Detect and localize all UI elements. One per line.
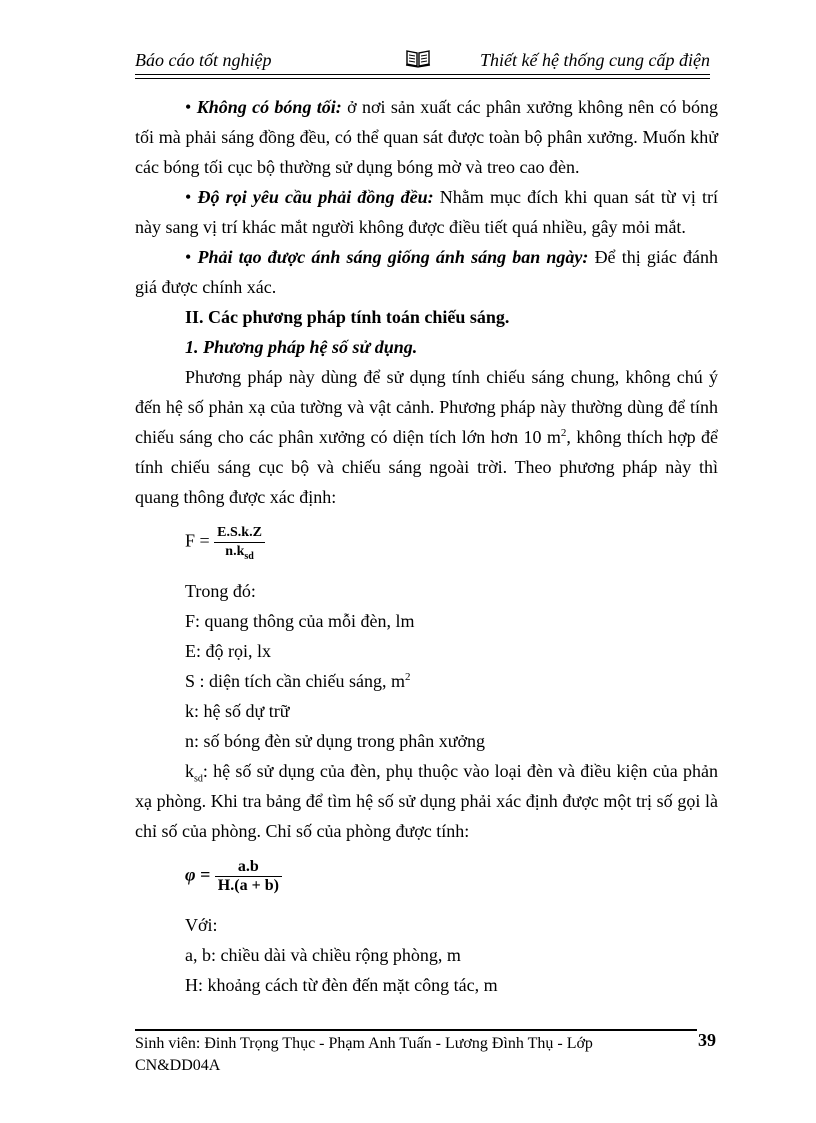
bullet-icon: •	[185, 247, 192, 267]
formula1-numerator: E.S.k.Z	[214, 524, 265, 543]
header-right-title: Thiết kế hệ thống cung cấp điện	[480, 50, 710, 70]
ksd-symbol: k	[185, 761, 194, 781]
intro-paragraph	[135, 362, 718, 512]
formula-luminous-flux	[185, 524, 718, 576]
footer-rule	[135, 1029, 697, 1031]
formula1-lhs: F =	[185, 530, 210, 551]
open-book-icon	[405, 48, 431, 68]
page-body	[135, 92, 718, 1000]
bullet-icon: •	[185, 97, 192, 117]
def-s-sup: 2	[404, 671, 411, 683]
subsection-heading: 1. Phương pháp hệ số sử dụng.	[185, 337, 418, 357]
def-ab: a, b: chiều dài và chiều rộng phòng, m	[185, 945, 461, 965]
formula2-numerator: a.b	[215, 858, 282, 877]
bullet-title: Độ rọi yêu cầu phải đồng đều:	[197, 187, 434, 207]
def-f: F: quang thông của mỗi đèn, lm	[185, 611, 415, 631]
page-header	[135, 48, 710, 74]
header-rule-thin	[135, 78, 710, 79]
bullet-text: ở nơi sản xuất các phân xưởng không nên có bóng tối mà phải sáng đồng đều, có thể quan sát được toàn bộ phân xưởng. Muốn khử các bóng tối cục bộ thường sử dụng bóng mờ và treo cao đèn.	[135, 97, 719, 177]
bullet-title: Phải tạo được ánh sáng giống ánh sáng ban ngày:	[197, 247, 589, 267]
ksd-paragraph	[135, 756, 718, 846]
formula2-fraction	[215, 858, 282, 895]
formula1-fraction	[214, 524, 265, 561]
def-e: E: độ rọi, lx	[185, 641, 271, 661]
def-h: H: khoảng cách từ đèn đến mặt công tác, m	[185, 975, 498, 995]
bullet-icon: •	[185, 187, 192, 207]
formula2-denominator: H.(a + b)	[217, 877, 279, 894]
ksd-text: : hệ số sử dụng của đèn, phụ thuộc vào loại đèn và điều kiện của phản xạ phòng. Khi tra bảng để tìm hệ số sử dụng phải xác định được một trị số gọi là chỉ số của phòng. Chỉ số của phòng được tính:	[135, 761, 718, 841]
section-heading: II. Các phương pháp tính toán chiếu sáng.	[185, 307, 510, 327]
formula1-den-text: n.k	[225, 544, 245, 559]
voi-label: Với:	[185, 915, 218, 935]
intro-tail: , không thích hợp để tính chiếu sáng cục bộ và chiếu sáng ngoài trời. Theo phương pháp này thì quang thông được xác định:	[135, 427, 718, 507]
header-left-title: Báo cáo tốt nghiệp	[135, 50, 272, 70]
bullet-paragraph	[135, 182, 718, 242]
bullet-paragraph	[135, 242, 718, 302]
footer-text: Sinh viên: Đinh Trọng Thục - Phạm Anh Tuấn - Lương Đình Thụ - Lớp CN&DD04A	[135, 1035, 593, 1074]
bullet-text: Để thị giác đánh giá được chính xác.	[135, 247, 718, 297]
ksd-sub: sd	[194, 773, 203, 785]
bullet-text: Nhằm mục đích khi quan sát từ vị trí này sang vị trí khác mắt người không được điều tiết quá nhiều, gây mỏi mắt.	[135, 187, 718, 237]
formula1-den-sub: sd	[244, 550, 254, 562]
bullet-title: Không có bóng tối:	[196, 97, 342, 117]
def-s-text: S : diện tích cần chiếu sáng, m	[185, 671, 405, 691]
def-n: n: số bóng đèn sử dụng trong phân xưởng	[185, 731, 486, 751]
intro-superscript: 2	[560, 427, 567, 439]
def-s	[185, 666, 718, 696]
formula2-lhs: φ =	[185, 864, 211, 885]
page-number: 39	[698, 1030, 716, 1050]
def-k: k: hệ số dự trữ	[185, 701, 290, 721]
intro-text: Phương pháp này dùng để sử dụng tính chiếu sáng chung, không chú ý đến hệ số phản xạ của tường và vật cảnh. Phương pháp này thường dùng để tính chiếu sáng cho các phân xưởng có diện tích lớn hơn 10 m	[135, 367, 718, 447]
bullet-paragraph	[135, 92, 718, 182]
formula1-denominator	[214, 543, 265, 561]
trong-do-label: Trong đó:	[185, 581, 256, 601]
header-rule	[135, 74, 710, 75]
formula-room-index	[185, 858, 718, 910]
